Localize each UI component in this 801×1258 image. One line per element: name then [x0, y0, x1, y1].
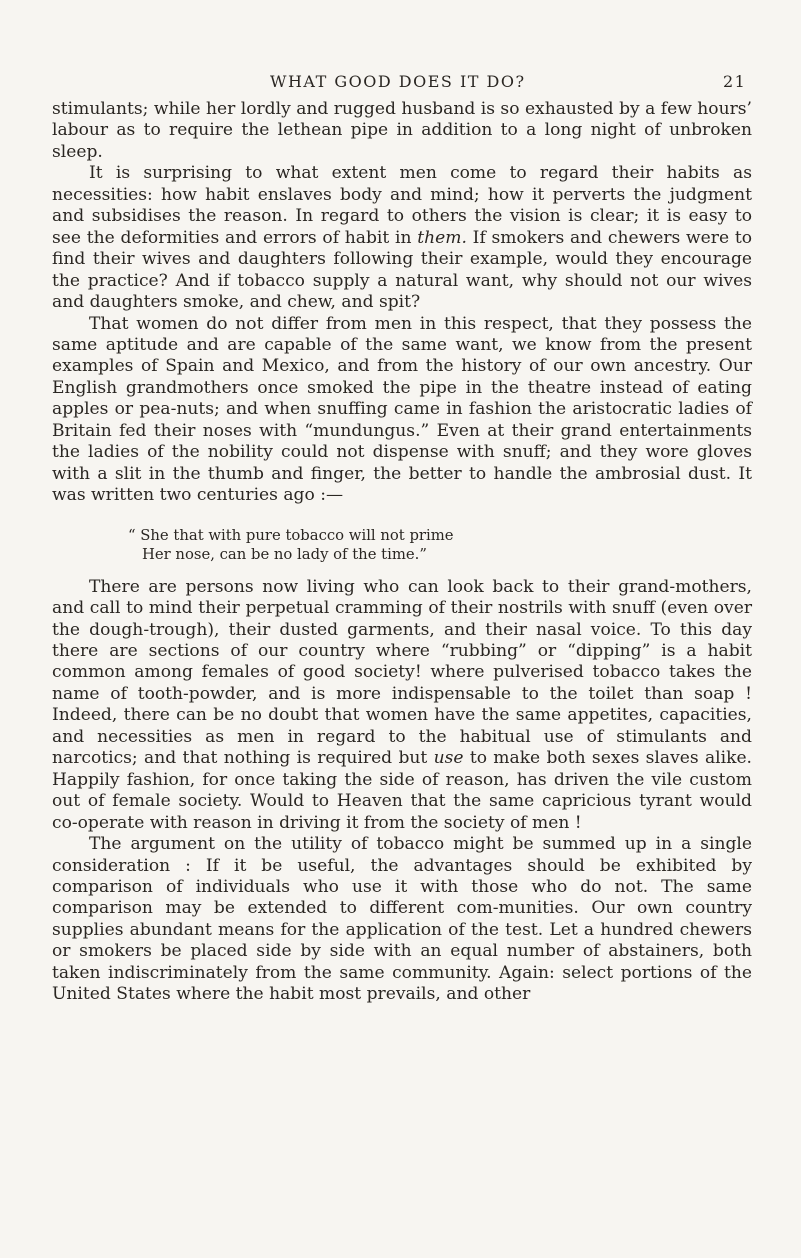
running-title: WHAT GOOD DOES IT DO? [270, 72, 526, 91]
paragraph-argument: The argument on the utility of tobacco might be summed up in a single consideration : If it be useful, the advantages should be exhibited by comparison of individuals who use it with those who do not. The same comparison may be extended to different com-munities. Our own country supplies abundant means for the application of the test. Let a hundred chewers or smokers be placed side by side with an equal number of abstainers, both taken indiscriminately from the same community. Again: select portions of the United States where the habit most prevails, and other [52, 834, 752, 1005]
verse-quote [52, 526, 752, 564]
page-number: 21 [723, 72, 747, 91]
paragraph-women: That women do not differ from men in this respect, that they possess the same aptitude and are capable of the same want, we know from the present examples of Spain and Mexico, and from the history of our own ancestry. Our English grandmothers once smoked the pipe in the theatre instead of eating apples or pea-nuts; and when snuffing came in fashion the aristocratic ladies of Britain fed their noses with “mundungus.” Even at their grand entertainments the ladies of the nobility could not dispense with snuff; and they wore gloves with a slit in the thumb and finger, the better to handle the ambrosial dust. It was written two centuries ago :— [52, 313, 752, 506]
paragraph-continuation: stimulants; while her lordly and rugged husband is so exhausted by a few hours’ labour as to require the lethean pipe in addition to a long night of unbroken sleep. [52, 99, 752, 162]
body-text [52, 99, 752, 1006]
paragraph-habits: It is surprising to what extent men come to regard their habits as necessities: how habit enslaves body and mind; how it perverts the judgment and subsidises the reason. In regard to others the vision is clear; it is easy to see the deformities and errors of habit in them. If smokers and chewers were to find their wives and daughters following their example, would they encourage the practice? And if tobacco supply a natural want, why should not our wives and daughters smoke, and chew, and spit? [52, 163, 753, 313]
emphasis-them: them. [417, 227, 467, 248]
emphasis-use: use [433, 748, 464, 769]
verse-line: “ She that with pure tobacco will not prime [128, 526, 454, 544]
verse-line: Her nose, can be no lady of the time.” [142, 545, 427, 563]
paragraph-grandmothers: There are persons now living who can look back to their grand-mothers, and call to mind their perpetual cramming of their nostrils with snuff (even over the dough-trough), their dusted garments, and their nasal voice. To this day there are sections of our country where “rubbing” or “dipping” is a habit common among females of good society! where pulverised tobacco takes the name of tooth-powder, and is more indispensable to the toilet than soap ! Indeed, there can be no doubt that women have the same appetites, capacities, and necessities as men in regard to the habitual use of stimulants and narcotics; and that nothing is required but use to make both sexes slaves alike. Happily fashion, for once taking the side of reason, has driven the vile custom out of female society. Would to Heaven that the same capricious tyrant would co-operate with reason in driving it from the society of men ! [52, 576, 752, 833]
